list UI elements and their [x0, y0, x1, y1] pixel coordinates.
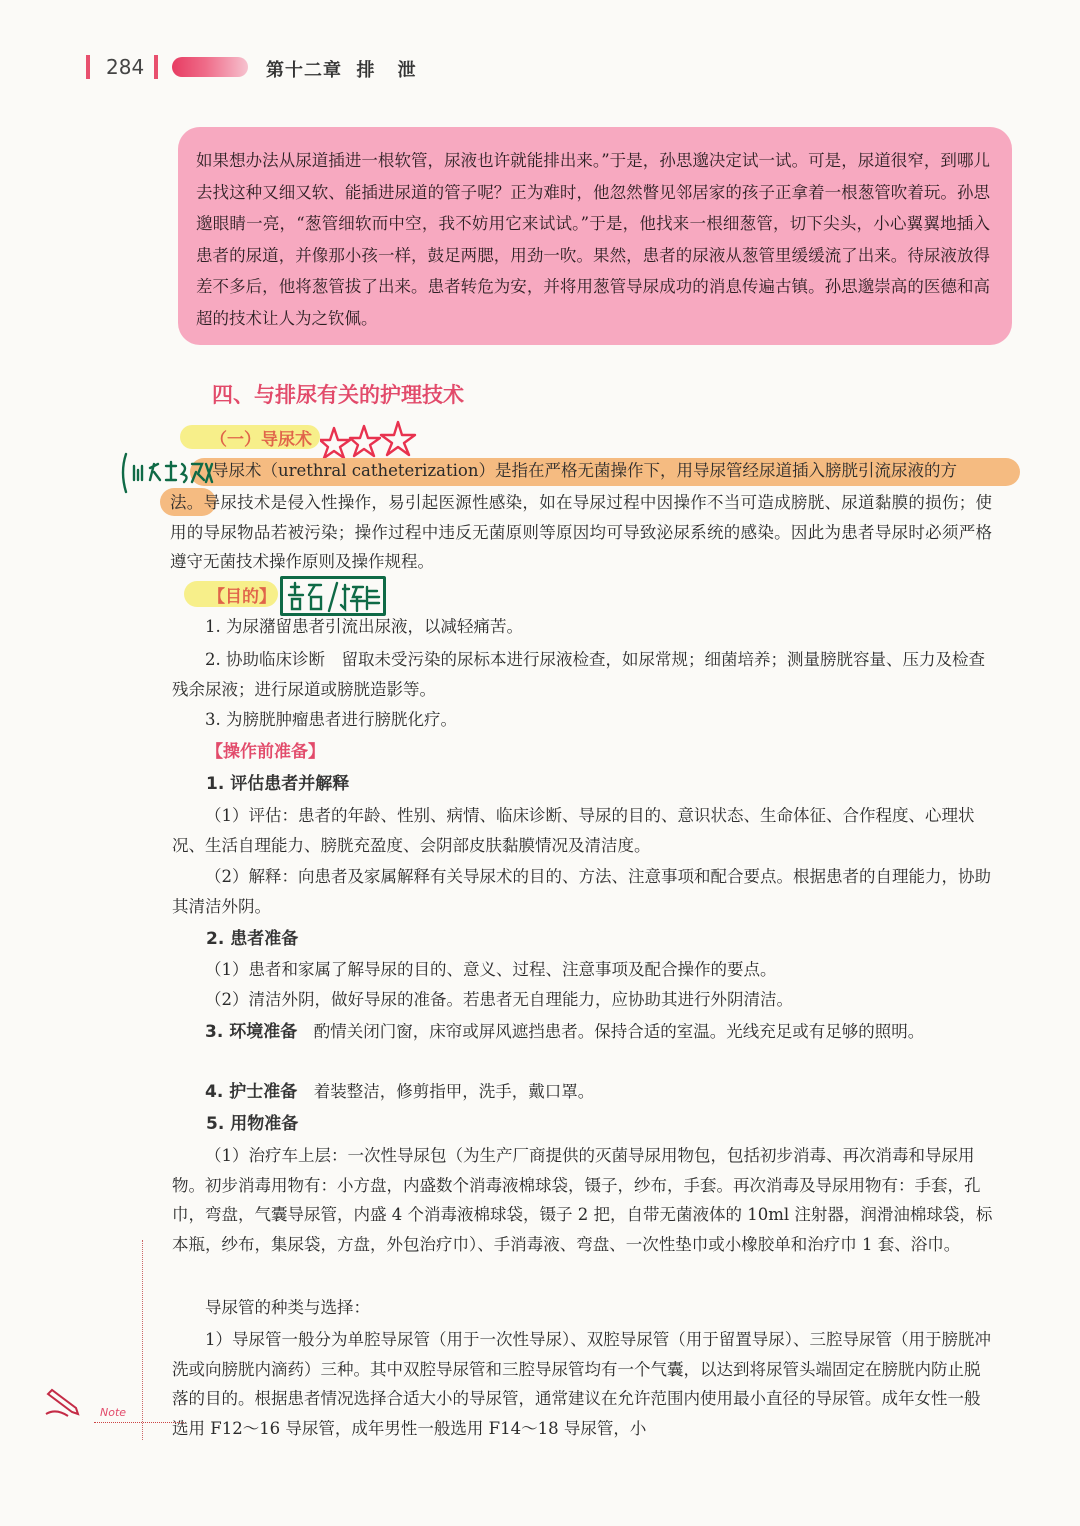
chapter-title-part1: 排 [356, 60, 376, 81]
step1-explanation: （2）解释：向患者及家属解释有关导尿术的目的、方法、注意事项和配合要点。根据患者的自理能力，协助其清洁外阴。 [172, 867, 991, 916]
catheter-paragraph: 1）导尿管一般分为单腔导尿管（用于一次性导尿）、双腔导尿管（用于留置导尿）、三腔导尿管（用于膀胱冲洗或向膀胱内滴药）三种。其中双腔导尿管和三腔导尿管均有一个气囊，以达到将尿管头端固定在膀胱内防止脱落的目的。根据患者情况选择合适大小的导尿管，通常建议在允许范围内使用最小直径的导尿管。成年女性一般选用 F12～16 导尿管，成年男性一般选用 F14～18 导尿管，小 [172, 1330, 991, 1438]
chapter-label: 第十二章 [266, 60, 342, 81]
step4-text: 着装整洁，修剪指甲，洗手，戴口罩。 [313, 1082, 595, 1101]
section-title: 四、与排尿有关的护理技术 [212, 383, 464, 407]
handdrawn-stars-icon [320, 420, 420, 460]
note-underline [94, 1422, 184, 1423]
story-box [178, 127, 1012, 345]
chapter-title-part2: 泄 [397, 60, 417, 81]
catheter-heading: 导尿管的种类与选择： [205, 1298, 370, 1317]
page-header [86, 52, 646, 82]
subsection-heading [180, 423, 330, 451]
list-item: 1. 为尿潴留患者引流出尿液，以减轻痛苦。 [205, 617, 523, 636]
header-pink-pill [172, 57, 248, 77]
pencil-icon [44, 1388, 84, 1418]
definition-line1: 导尿术（urethral catheterization）是指在严格无菌操作下，用导尿管经尿道插入膀胱引流尿液的方 [212, 461, 957, 480]
chapter-title [266, 56, 417, 82]
list-item: 2. 协助临床诊断 留取未受污染的尿标本进行尿液检查，如尿常规；细菌培养；测量膀胱容量、压力及检查残余尿液；进行尿道或膀胱造影等。 [172, 650, 985, 699]
note-marker [42, 1384, 142, 1428]
header-bar-divider [154, 55, 158, 79]
page-number: 284 [106, 55, 145, 79]
step2-item2: （2）清洁外阴，做好导尿的准备。若患者无自理能力，应协助其进行外阴清洁。 [205, 990, 793, 1009]
step5-heading: 5. 用物准备 [206, 1114, 299, 1134]
prep-heading: 【操作前准备】 [206, 742, 325, 762]
story-text: 如果想办法从尿道插进一根软管，尿液也许就能排出来。”于是，孙思邈决定试一试。可是，尿道很窄，到哪儿去找这种又细又软、能插进尿道的管子呢？正为难时，他忽然瞥见邻居家的孩子正拿着一根葱管吹着玩。孙思邈眼睛一亮，“葱管细软而中空，我不妨用它来试试。”于是，他找来一根细葱管，切下尖头，小心翼翼地插入患者的尿道，并像那小孩一样，鼓足两腮，用劲一吹。果然，患者的尿液从葱管里缓缓流了出来。待尿液放得差不多后，他将葱管拔了出来。患者转危为安，并将用葱管导尿成功的消息传遍古镇。孙思邈崇高的医德和高超的技术让人为之钦佩。 [196, 151, 990, 328]
subsection-title: （一）导尿术 [210, 430, 312, 450]
margin-dotted-line [142, 1240, 143, 1440]
step3-paragraph [172, 1017, 994, 1048]
note-label: Note [100, 1406, 127, 1419]
step4-heading: 4. 护士准备 [205, 1082, 298, 1102]
step5-supplies: （1）治疗车上层：一次性导尿包（为生产厂商提供的灭菌导尿用物包，包括初步消毒、再次消毒和导尿用物。初步消毒用物有：小方盘，内盛数个消毒液棉球袋，镊子，纱布，手套。再次消毒及导尿用物有：手套，孔巾，弯盘，气囊导尿管，内盛 4 个消毒液棉球袋，镊子 2 把，自带无菌液体的 10ml 注射器，润滑油棉球袋，标本瓶，纱布，集尿袋，方盘，外包治疗巾）、手消毒液、弯盘、一次性垫巾或小橡胶单和治疗巾 1 套、浴巾。 [172, 1146, 993, 1254]
step1-heading: 1. 评估患者并解释 [206, 774, 350, 794]
handwritten-box-icon [280, 576, 386, 616]
definition-paragraph: 法。导尿技术是侵入性操作，易引起医源性感染，如在导尿过程中因操作不当可造成膀胱、尿道黏膜的损伤；使用的导尿物品若被污染；操作过程中违反无菌原则等原因均可导致泌尿系统的感染。因此为患者导尿时必须严格遵守无菌技术操作原则及操作规程。 [170, 493, 992, 571]
step3-text: 酌情关闭门窗，床帘或屏风遮挡患者。保持合适的室温。光线充足或有足够的照明。 [313, 1022, 925, 1041]
purpose-label: 【目的】 [208, 587, 276, 607]
step2-item1: （1）患者和家属了解导尿的目的、意义、过程、注意事项及配合操作的要点。 [205, 960, 777, 979]
header-bar-left [86, 55, 90, 79]
step4-paragraph [172, 1077, 994, 1108]
step1-assessment: （1）评估：患者的年龄、性别、病情、临床诊断、导尿的目的、意识状态、生命体征、合作程度、心理状况、生活自理能力、膀胱充盈度、会阴部皮肤黏膜情况及清洁度。 [172, 806, 975, 855]
step2-heading: 2. 患者准备 [206, 929, 299, 949]
list-item: 3. 为膀胱肿瘤患者进行膀胱化疗。 [205, 710, 457, 729]
step3-heading: 3. 环境准备 [205, 1022, 298, 1042]
